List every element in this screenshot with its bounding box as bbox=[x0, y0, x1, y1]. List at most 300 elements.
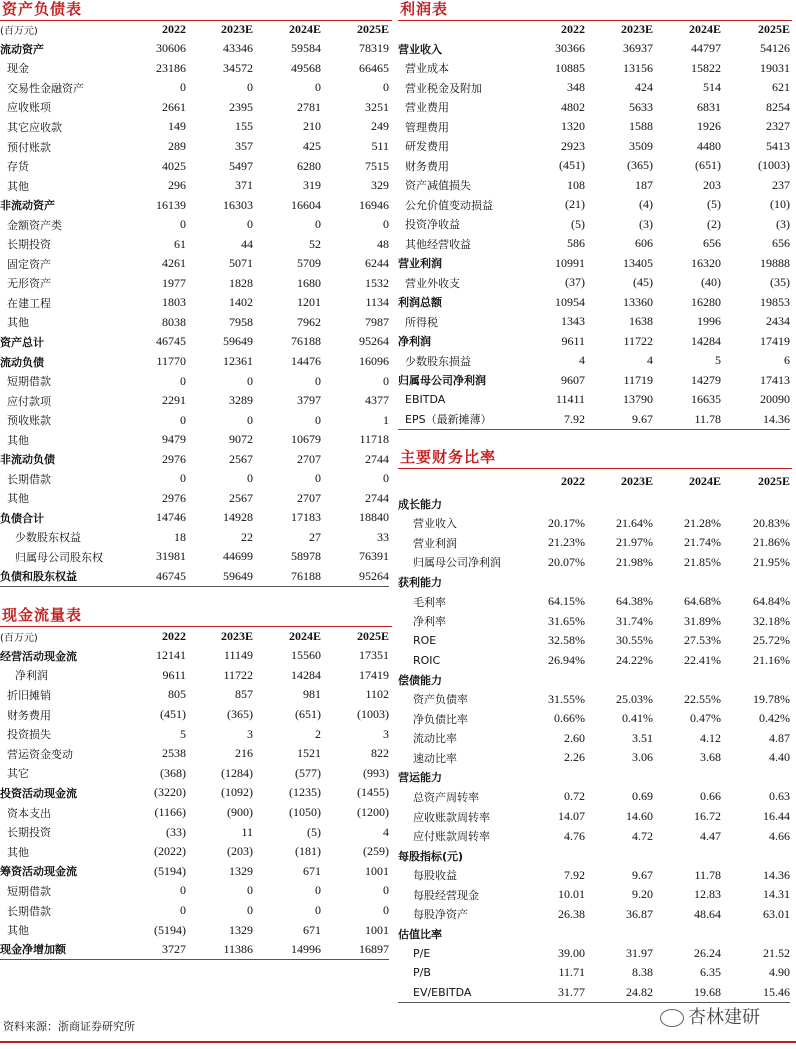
cell-value: 9611 bbox=[561, 333, 585, 348]
table-row bbox=[398, 963, 790, 983]
year-header: 2022 bbox=[561, 22, 585, 36]
cell-value: (577) bbox=[295, 765, 321, 780]
table-row bbox=[398, 410, 790, 430]
table-row bbox=[0, 371, 389, 391]
cell-value: 2434 bbox=[766, 314, 790, 329]
table-row bbox=[0, 176, 389, 196]
row-label: 财务费用 bbox=[7, 708, 51, 722]
cell-value: 2976 bbox=[162, 451, 186, 466]
cell-value bbox=[721, 494, 790, 514]
unit-label bbox=[398, 468, 518, 494]
cell-value: 5633 bbox=[629, 99, 653, 114]
cell-value bbox=[518, 846, 585, 866]
row-label: 归属母公司净利润 bbox=[413, 556, 501, 570]
cell-value: 0 bbox=[383, 217, 389, 232]
cell-value: 14.60 bbox=[626, 809, 653, 824]
row-label: 筹资活动现金流 bbox=[0, 865, 77, 879]
year-header: 2024E bbox=[288, 22, 321, 36]
row-label: 营业费用 bbox=[405, 101, 449, 115]
row-label: 净利润 bbox=[15, 669, 48, 683]
table-row bbox=[398, 611, 790, 631]
cell-value: 13405 bbox=[623, 255, 653, 270]
cell-value: 1001 bbox=[365, 863, 389, 878]
cell-value: 606 bbox=[635, 236, 653, 251]
cell-value: 26.38 bbox=[558, 906, 585, 921]
table-row bbox=[398, 787, 790, 807]
cell-value: 19853 bbox=[760, 294, 790, 309]
cell-value: 20.83% bbox=[753, 515, 790, 530]
cell-value: 0 bbox=[180, 373, 186, 388]
table-row bbox=[398, 650, 790, 670]
row-label: 投资活动现金流 bbox=[0, 786, 77, 800]
table-row bbox=[0, 547, 389, 567]
row-label: 归属母公司净利润 bbox=[398, 374, 486, 388]
cell-value: (5194) bbox=[154, 863, 186, 878]
row-label: 现金 bbox=[7, 62, 29, 76]
row-label: EBITDA bbox=[405, 393, 446, 407]
cell-value: 671 bbox=[303, 922, 321, 937]
cell-value: (1200) bbox=[357, 805, 389, 820]
row-label: 营业利润 bbox=[398, 257, 442, 271]
table-row bbox=[398, 670, 790, 690]
cell-value: 24.22% bbox=[616, 652, 653, 667]
cell-value: 16.44 bbox=[763, 809, 790, 824]
cell-value: 33 bbox=[377, 529, 389, 544]
table-row bbox=[0, 764, 389, 784]
cell-value: 15.46 bbox=[721, 983, 790, 1003]
table-row bbox=[0, 567, 389, 587]
table-row bbox=[398, 709, 790, 729]
table-row bbox=[0, 803, 389, 823]
cell-value: 425 bbox=[303, 139, 321, 153]
table-row bbox=[0, 215, 389, 235]
cell-value: 0.47% bbox=[690, 711, 721, 726]
cell-value: 1521 bbox=[297, 746, 321, 761]
table-row bbox=[0, 783, 389, 803]
cell-value: (2) bbox=[707, 216, 721, 231]
cell-value: 249 bbox=[371, 119, 389, 134]
cell-value: 0 bbox=[383, 903, 389, 918]
table-row bbox=[398, 689, 790, 709]
table-row bbox=[0, 449, 389, 469]
cell-value: 10679 bbox=[291, 432, 321, 447]
cell-value: 14928 bbox=[223, 510, 253, 525]
cell-value: 3.06 bbox=[632, 750, 653, 765]
income-section bbox=[398, 0, 792, 432]
cell-value: 31.97 bbox=[626, 945, 653, 960]
table-row bbox=[398, 494, 790, 514]
table-row bbox=[398, 631, 790, 651]
cell-value: 1402 bbox=[229, 295, 253, 310]
cell-value: 0.69 bbox=[632, 789, 653, 804]
table-row bbox=[0, 78, 389, 98]
row-label: ROIC bbox=[413, 653, 441, 667]
cell-value: (900) bbox=[227, 805, 253, 820]
cell-value bbox=[721, 670, 790, 690]
cell-value: 4.72 bbox=[632, 828, 653, 843]
cell-value: 6244 bbox=[365, 256, 389, 271]
cell-value: 4480 bbox=[697, 138, 721, 153]
cell-value: 4.66 bbox=[769, 828, 790, 843]
balance-sheet-title: 资产负债表 bbox=[2, 0, 83, 18]
row-label: 其他 bbox=[7, 492, 29, 506]
cell-value: 4377 bbox=[365, 393, 389, 408]
cell-value: 11386 bbox=[186, 940, 253, 960]
table-row bbox=[398, 156, 790, 176]
cell-value: 3.68 bbox=[700, 750, 721, 765]
cell-value: 44797 bbox=[691, 41, 721, 56]
cell-value: 424 bbox=[635, 80, 653, 95]
cell-value: 0 bbox=[383, 80, 389, 95]
cell-value: (451) bbox=[160, 707, 186, 722]
cell-value bbox=[653, 846, 721, 866]
row-label: 非流动资产 bbox=[0, 199, 55, 213]
cell-value: 16320 bbox=[691, 255, 721, 270]
cell-value: (3) bbox=[776, 216, 790, 231]
cell-value: (1455) bbox=[357, 785, 389, 800]
table-row bbox=[398, 254, 790, 274]
cell-value: 3797 bbox=[297, 393, 321, 408]
cell-value bbox=[585, 494, 653, 514]
cell-value bbox=[721, 846, 790, 866]
cell-value: 61 bbox=[174, 236, 186, 251]
cell-value: 21.64% bbox=[616, 515, 653, 530]
balance-sheet-title-bar bbox=[0, 0, 392, 21]
cell-value: 1343 bbox=[561, 314, 585, 329]
cell-value: 11.78 bbox=[653, 410, 721, 430]
table-row bbox=[398, 351, 790, 371]
income-title-bar bbox=[398, 0, 792, 21]
cell-value: 1803 bbox=[162, 295, 186, 310]
cell-value: 2291 bbox=[162, 393, 186, 408]
cell-value: 4.90 bbox=[769, 965, 790, 980]
cell-value: 46745 bbox=[120, 567, 186, 587]
cell-value: 1134 bbox=[365, 295, 389, 310]
cell-value: 1680 bbox=[297, 275, 321, 290]
cell-value: 64.68% bbox=[684, 594, 721, 608]
cell-value: 16280 bbox=[691, 294, 721, 309]
table-row bbox=[398, 293, 790, 313]
cell-value: 11149 bbox=[223, 648, 253, 663]
cell-value: 216 bbox=[235, 746, 253, 761]
cell-value: 857 bbox=[235, 687, 253, 702]
row-label: 长期借款 bbox=[7, 472, 51, 486]
row-label: 总资产周转率 bbox=[413, 790, 479, 804]
table-row bbox=[398, 533, 790, 553]
year-header: 2023E bbox=[220, 628, 253, 643]
year-header: 2023E bbox=[620, 473, 653, 488]
cell-value: 9.67 bbox=[585, 410, 653, 430]
row-label: 负债合计 bbox=[0, 511, 44, 525]
row-label: 归属母公司股东权 bbox=[15, 550, 103, 564]
cell-value: 4025 bbox=[162, 158, 186, 173]
cell-value: 1638 bbox=[629, 314, 653, 329]
cell-value: 16897 bbox=[321, 940, 389, 960]
cell-value bbox=[585, 768, 653, 788]
table-row bbox=[398, 215, 790, 235]
cell-value: 2661 bbox=[162, 99, 186, 114]
cell-value: 7958 bbox=[229, 314, 253, 329]
cell-value: 1102 bbox=[365, 687, 389, 702]
cell-value: 0 bbox=[247, 412, 253, 427]
year-header: 2025E bbox=[356, 628, 389, 643]
table-row bbox=[398, 371, 790, 391]
cell-value: 12141 bbox=[156, 648, 186, 663]
cell-value: 17183 bbox=[291, 510, 321, 525]
cell-value: 4.76 bbox=[564, 828, 585, 843]
cell-value: 5 bbox=[180, 726, 186, 741]
cell-value bbox=[585, 572, 653, 592]
balance-sheet-table bbox=[0, 20, 389, 587]
cell-value: (651) bbox=[295, 707, 321, 722]
cell-value: 1320 bbox=[561, 119, 585, 134]
cell-value: 15560 bbox=[291, 648, 321, 663]
cell-value: 16946 bbox=[359, 197, 389, 212]
cell-value: 0 bbox=[383, 373, 389, 388]
cell-value: 4 bbox=[383, 824, 389, 839]
cell-value: 0 bbox=[247, 471, 253, 486]
cell-value: 3 bbox=[383, 726, 389, 741]
table-row bbox=[398, 807, 790, 827]
cell-value: 1329 bbox=[229, 863, 253, 878]
cell-value: 95264 bbox=[321, 567, 389, 587]
cell-value: 22.41% bbox=[684, 652, 721, 667]
cell-value: 48 bbox=[377, 236, 389, 251]
table-row bbox=[0, 489, 389, 509]
row-label: 应付款项 bbox=[7, 394, 51, 408]
cell-value: 3 bbox=[247, 726, 253, 741]
row-label: 所得税 bbox=[405, 315, 438, 329]
cell-value: 10.01 bbox=[558, 887, 585, 902]
cell-value: 21.95% bbox=[753, 554, 790, 569]
table-row bbox=[398, 768, 790, 788]
cell-value: 2.60 bbox=[564, 730, 585, 745]
cell-value: 54126 bbox=[760, 41, 790, 56]
cell-value: 108 bbox=[567, 177, 585, 192]
table-row bbox=[398, 195, 790, 215]
cashflow-section bbox=[0, 606, 392, 962]
cell-value: 11770 bbox=[156, 354, 186, 369]
cell-value: 21.52 bbox=[763, 945, 790, 960]
table-row bbox=[398, 904, 790, 924]
table-row bbox=[398, 983, 790, 1003]
cell-value bbox=[721, 572, 790, 592]
cell-value: (1050) bbox=[289, 805, 321, 820]
row-label: 净负债比率 bbox=[413, 712, 468, 726]
cell-value: 2 bbox=[315, 726, 321, 741]
cell-value: (1092) bbox=[221, 785, 253, 800]
cell-value: 3727 bbox=[120, 940, 186, 960]
table-row bbox=[398, 865, 790, 885]
cell-value bbox=[653, 572, 721, 592]
cell-value: 6280 bbox=[297, 158, 321, 173]
cell-value: 17419 bbox=[760, 333, 790, 348]
row-label: P/B bbox=[413, 966, 431, 980]
cell-value: (5) bbox=[571, 216, 585, 231]
cell-value: 11719 bbox=[623, 372, 653, 387]
table-row bbox=[0, 901, 389, 921]
cell-value: 1996 bbox=[697, 314, 721, 329]
cell-value: 48.64 bbox=[694, 906, 721, 921]
cell-value bbox=[585, 924, 653, 944]
cell-value: 981 bbox=[303, 687, 321, 702]
year-header: 2025E bbox=[757, 22, 790, 36]
table-row bbox=[0, 822, 389, 842]
unit-label: (百万元) bbox=[0, 26, 38, 37]
cell-value: 1588 bbox=[629, 119, 653, 134]
cell-value: 21.85% bbox=[684, 554, 721, 569]
cell-value: 20090 bbox=[760, 392, 790, 407]
table-row bbox=[0, 528, 389, 548]
cell-value: 329 bbox=[371, 178, 389, 193]
cell-value: 357 bbox=[235, 139, 253, 153]
cell-value: 2707 bbox=[297, 451, 321, 466]
income-header-row bbox=[398, 20, 790, 39]
cell-value: 31.65% bbox=[548, 613, 585, 628]
cell-value: 25.03% bbox=[616, 691, 653, 706]
cell-value: 16604 bbox=[291, 197, 321, 212]
cell-value: 18840 bbox=[359, 510, 389, 525]
cell-value: (1166) bbox=[154, 805, 186, 820]
cell-value: 30366 bbox=[555, 41, 585, 56]
row-label: 其它 bbox=[7, 767, 29, 781]
cell-value: 4261 bbox=[162, 256, 186, 271]
cell-value: 32.18% bbox=[753, 613, 790, 628]
cell-value: 2744 bbox=[365, 490, 389, 505]
table-row bbox=[398, 78, 790, 98]
cell-value: 5071 bbox=[229, 256, 253, 271]
table-row bbox=[398, 390, 790, 410]
cell-value: 8.38 bbox=[632, 965, 653, 980]
cell-value: 149 bbox=[168, 119, 186, 134]
cell-value: 13156 bbox=[623, 60, 653, 75]
cell-value: 31.77 bbox=[518, 983, 585, 1003]
cell-value: 237 bbox=[772, 177, 790, 192]
row-label: 短期借款 bbox=[7, 375, 51, 389]
table-row bbox=[398, 553, 790, 573]
row-label: 营运资金变动 bbox=[7, 747, 73, 761]
watermark bbox=[660, 1003, 760, 1029]
row-label: 其他 bbox=[7, 179, 29, 193]
cell-value: 32.58% bbox=[548, 633, 585, 648]
cell-value: 0 bbox=[315, 883, 321, 898]
ratios-header-row bbox=[398, 468, 790, 494]
cell-value: 20.17% bbox=[548, 515, 585, 530]
table-row bbox=[398, 59, 790, 79]
cell-value: 0.72 bbox=[564, 789, 585, 804]
cell-value: 11 bbox=[241, 824, 253, 839]
cell-value: 210 bbox=[303, 119, 321, 134]
row-label: 少数股东权益 bbox=[15, 531, 81, 545]
cell-value: 155 bbox=[235, 119, 253, 134]
year-header: 2022 bbox=[561, 473, 585, 488]
row-label: 应付账款周转率 bbox=[413, 830, 490, 844]
cell-value: 12.83 bbox=[694, 887, 721, 902]
row-label: EPS（最新摊薄） bbox=[398, 410, 518, 430]
cell-value: 14996 bbox=[253, 940, 321, 960]
row-label: 流动资产 bbox=[0, 42, 44, 56]
row-label: 存货 bbox=[7, 160, 29, 174]
cell-value: 21.16% bbox=[753, 652, 790, 667]
row-label: 无形资产 bbox=[7, 277, 51, 291]
cell-value: (451) bbox=[559, 158, 585, 173]
cell-value: 76188 bbox=[253, 567, 321, 587]
year-header: 2025E bbox=[757, 473, 790, 488]
cell-value: 18 bbox=[174, 529, 186, 544]
table-row bbox=[398, 572, 790, 592]
cell-value: 21.23% bbox=[548, 535, 585, 550]
cell-value: 10885 bbox=[555, 60, 585, 75]
cell-value: 26.24 bbox=[694, 945, 721, 960]
cell-value: 20.07% bbox=[548, 554, 585, 569]
cell-value: (365) bbox=[627, 158, 653, 173]
cell-value: 9.67 bbox=[632, 867, 653, 882]
cell-value: 0.66% bbox=[554, 711, 585, 726]
table-row bbox=[398, 273, 790, 293]
cell-value: 76188 bbox=[291, 334, 321, 349]
cell-value: (2022) bbox=[154, 844, 186, 859]
table-row bbox=[398, 312, 790, 332]
cell-value: 16096 bbox=[359, 354, 389, 369]
ratios-title: 主要财务比率 bbox=[400, 448, 497, 466]
table-row bbox=[0, 842, 389, 862]
cell-value: 9611 bbox=[162, 667, 186, 682]
row-label: 短期借款 bbox=[7, 884, 51, 898]
row-label: 长期投资 bbox=[7, 238, 51, 252]
table-row bbox=[0, 156, 389, 176]
row-label: 每股经营现金 bbox=[413, 888, 479, 902]
cell-value: (3220) bbox=[154, 785, 186, 800]
cell-value bbox=[585, 846, 653, 866]
cell-value: 805 bbox=[168, 687, 186, 702]
table-row bbox=[0, 940, 389, 960]
wechat-icon bbox=[660, 1009, 684, 1027]
ratios-title-bar bbox=[398, 448, 792, 469]
cell-value: 621 bbox=[772, 80, 790, 95]
cell-value: 0 bbox=[315, 80, 321, 95]
cell-value: 21.28% bbox=[684, 515, 721, 530]
row-label: 投资损失 bbox=[7, 728, 51, 742]
cell-value: 14.07 bbox=[558, 809, 585, 824]
cell-value bbox=[653, 768, 721, 788]
row-label: 其他 bbox=[7, 316, 29, 330]
cell-value: 1977 bbox=[162, 275, 186, 290]
cell-value: 5 bbox=[715, 353, 721, 368]
cell-value: (1235) bbox=[289, 785, 321, 800]
cell-value: 0 bbox=[383, 883, 389, 898]
cell-value: 0 bbox=[315, 217, 321, 232]
cell-value: 0 bbox=[315, 373, 321, 388]
cell-value: 17413 bbox=[760, 372, 790, 387]
cell-value: 21.74% bbox=[684, 535, 721, 550]
source-note: 资料来源：浙商证券研究所 bbox=[3, 1020, 135, 1033]
table-row bbox=[0, 685, 389, 705]
row-label: 其它应收款 bbox=[7, 120, 62, 134]
table-row bbox=[398, 98, 790, 118]
cell-value: 19.78% bbox=[753, 691, 790, 706]
cell-value: 2744 bbox=[365, 451, 389, 466]
cell-value: 59584 bbox=[291, 41, 321, 56]
cell-value: (651) bbox=[695, 158, 721, 173]
cell-value: 0.42% bbox=[759, 711, 790, 726]
cell-value: 289 bbox=[168, 139, 186, 153]
cell-value: 656 bbox=[703, 236, 721, 251]
row-label: 长期借款 bbox=[7, 904, 51, 918]
cell-value: 16635 bbox=[691, 392, 721, 407]
cell-value: (37) bbox=[565, 275, 585, 290]
cell-value: 21.98% bbox=[616, 554, 653, 569]
cell-value: 0 bbox=[247, 80, 253, 95]
